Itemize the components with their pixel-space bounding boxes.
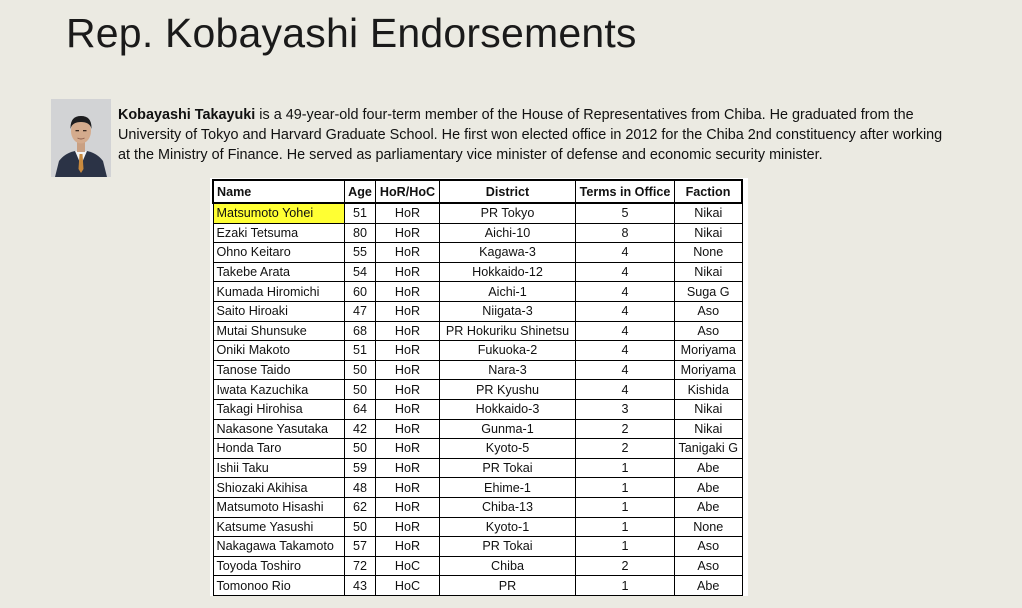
cell-house: HoR [376, 380, 440, 400]
cell-house: HoR [376, 478, 440, 498]
cell-faction: Aso [675, 321, 743, 341]
table-row [213, 439, 742, 459]
cell-name: Ishii Taku [213, 458, 345, 478]
cell-name: Shiozaki Akihisa [213, 478, 345, 498]
header-name: Name [213, 180, 345, 203]
cell-house: HoR [376, 223, 440, 243]
cell-age: 50 [345, 439, 376, 459]
cell-age: 59 [345, 458, 376, 478]
cell-house: HoR [376, 497, 440, 517]
bio-text: is a 49-year-old four-term member of the House of Representatives from Chiba. He graduated from the University of Tokyo and Harvard Graduate School. He first won elected office in 2012 for the Chiba 2nd constituency after working at the Ministry of Finance. He served as parliamentary vice minister of defense and economic security minister. [118, 107, 943, 163]
cell-terms: 2 [576, 556, 675, 576]
cell-district: Ehime-1 [440, 478, 576, 498]
cell-terms: 5 [576, 203, 675, 223]
cell-district: PR Hokuriku Shinetsu [440, 321, 576, 341]
cell-age: 47 [345, 301, 376, 321]
table-row [213, 203, 742, 223]
cell-age: 55 [345, 243, 376, 263]
cell-name: Katsume Yasushi [213, 517, 345, 537]
cell-house: HoR [376, 517, 440, 537]
cell-faction: Nikai [675, 223, 743, 243]
table-row [213, 478, 742, 498]
header-house: HoR/HoC [376, 180, 440, 203]
header-district: District [440, 180, 576, 203]
cell-terms: 4 [576, 301, 675, 321]
table-row [213, 380, 742, 400]
cell-house: HoC [376, 576, 440, 596]
cell-faction: Tanigaki G [675, 439, 743, 459]
cell-age: 50 [345, 360, 376, 380]
table-row [213, 517, 742, 537]
cell-name: Ohno Keitaro [213, 243, 345, 263]
cell-terms: 1 [576, 576, 675, 596]
cell-age: 51 [345, 203, 376, 223]
cell-faction: Moriyama [675, 360, 743, 380]
cell-house: HoR [376, 360, 440, 380]
cell-faction: Aso [675, 556, 743, 576]
cell-terms: 8 [576, 223, 675, 243]
cell-terms: 1 [576, 517, 675, 537]
cell-terms: 3 [576, 399, 675, 419]
table-row [213, 223, 742, 243]
table-row [213, 576, 742, 596]
cell-house: HoR [376, 439, 440, 459]
table-row [213, 262, 742, 282]
cell-terms: 1 [576, 497, 675, 517]
header-faction: Faction [675, 180, 743, 203]
cell-faction: Abe [675, 497, 743, 517]
cell-age: 50 [345, 380, 376, 400]
cell-terms: 4 [576, 262, 675, 282]
table-row [213, 301, 742, 321]
cell-age: 62 [345, 497, 376, 517]
cell-district: Kyoto-1 [440, 517, 576, 537]
cell-age: 60 [345, 282, 376, 302]
cell-house: HoR [376, 282, 440, 302]
cell-age: 80 [345, 223, 376, 243]
cell-district: Nara-3 [440, 360, 576, 380]
table-row [213, 341, 742, 361]
cell-faction: None [675, 243, 743, 263]
cell-name: Tanose Taido [213, 360, 345, 380]
table-row [213, 360, 742, 380]
header-terms: Terms in Office [576, 180, 675, 203]
cell-district: Aichi-10 [440, 223, 576, 243]
table-row [213, 497, 742, 517]
cell-faction: Abe [675, 576, 743, 596]
table-row [213, 537, 742, 557]
cell-name: Nakagawa Takamoto [213, 537, 345, 557]
table-row [213, 243, 742, 263]
cell-name: Iwata Kazuchika [213, 380, 345, 400]
cell-district: PR Tokai [440, 537, 576, 557]
cell-name: Ezaki Tetsuma [213, 223, 345, 243]
cell-district: Fukuoka-2 [440, 341, 576, 361]
page-title: Rep. Kobayashi Endorsements [66, 10, 637, 56]
cell-faction: None [675, 517, 743, 537]
cell-name: Mutai Shunsuke [213, 321, 345, 341]
table-row [213, 419, 742, 439]
cell-faction: Abe [675, 478, 743, 498]
cell-name: Matsumoto Yohei [213, 203, 345, 223]
cell-district: PR [440, 576, 576, 596]
cell-faction: Nikai [675, 262, 743, 282]
cell-house: HoR [376, 203, 440, 223]
cell-terms: 4 [576, 380, 675, 400]
cell-district: Hokkaido-3 [440, 399, 576, 419]
cell-district: Aichi-1 [440, 282, 576, 302]
cell-district: Kyoto-5 [440, 439, 576, 459]
cell-faction: Aso [675, 301, 743, 321]
cell-age: 50 [345, 517, 376, 537]
cell-district: Niigata-3 [440, 301, 576, 321]
cell-name: Saito Hiroaki [213, 301, 345, 321]
table-row [213, 556, 742, 576]
header-age: Age [345, 180, 376, 203]
cell-age: 54 [345, 262, 376, 282]
cell-terms: 4 [576, 282, 675, 302]
cell-house: HoR [376, 537, 440, 557]
cell-name: Tomonoo Rio [213, 576, 345, 596]
cell-name: Toyoda Toshiro [213, 556, 345, 576]
cell-age: 43 [345, 576, 376, 596]
cell-terms: 1 [576, 458, 675, 478]
cell-age: 72 [345, 556, 376, 576]
cell-age: 42 [345, 419, 376, 439]
cell-district: PR Tokai [440, 458, 576, 478]
table-body [213, 203, 742, 595]
cell-name: Takagi Hirohisa [213, 399, 345, 419]
cell-district: Hokkaido-12 [440, 262, 576, 282]
cell-terms: 2 [576, 439, 675, 459]
cell-house: HoR [376, 419, 440, 439]
cell-name: Nakasone Yasutaka [213, 419, 345, 439]
cell-age: 64 [345, 399, 376, 419]
table-row [213, 458, 742, 478]
cell-house: HoR [376, 243, 440, 263]
cell-age: 68 [345, 321, 376, 341]
cell-name: Honda Taro [213, 439, 345, 459]
table-row [213, 399, 742, 419]
cell-faction: Abe [675, 458, 743, 478]
bio-paragraph [118, 105, 958, 165]
cell-terms: 4 [576, 341, 675, 361]
cell-faction: Kishida [675, 380, 743, 400]
cell-name: Oniki Makoto [213, 341, 345, 361]
cell-house: HoC [376, 556, 440, 576]
cell-district: Chiba [440, 556, 576, 576]
cell-house: HoR [376, 321, 440, 341]
cell-house: HoR [376, 458, 440, 478]
cell-district: PR Kyushu [440, 380, 576, 400]
cell-terms: 1 [576, 537, 675, 557]
cell-name: Kumada Hiromichi [213, 282, 345, 302]
cell-name: Takebe Arata [213, 262, 345, 282]
cell-age: 51 [345, 341, 376, 361]
cell-faction: Aso [675, 537, 743, 557]
cell-house: HoR [376, 341, 440, 361]
cell-faction: Nikai [675, 419, 743, 439]
cell-age: 57 [345, 537, 376, 557]
cell-terms: 4 [576, 243, 675, 263]
cell-name: Matsumoto Hisashi [213, 497, 345, 517]
cell-faction: Suga G [675, 282, 743, 302]
cell-faction: Nikai [675, 203, 743, 223]
cell-house: HoR [376, 399, 440, 419]
cell-district: Gunma-1 [440, 419, 576, 439]
endorsements-table [212, 179, 743, 596]
cell-terms: 4 [576, 321, 675, 341]
table-row [213, 321, 742, 341]
table-header-row [213, 180, 742, 203]
bio-name: Kobayashi Takayuki [118, 107, 256, 123]
cell-terms: 1 [576, 478, 675, 498]
cell-district: Kagawa-3 [440, 243, 576, 263]
cell-terms: 2 [576, 419, 675, 439]
cell-district: Chiba-13 [440, 497, 576, 517]
cell-house: HoR [376, 301, 440, 321]
cell-faction: Moriyama [675, 341, 743, 361]
endorsements-table-container [210, 178, 748, 596]
portrait-photo [51, 99, 111, 177]
cell-faction: Nikai [675, 399, 743, 419]
cell-terms: 4 [576, 360, 675, 380]
cell-district: PR Tokyo [440, 203, 576, 223]
cell-house: HoR [376, 262, 440, 282]
table-row [213, 282, 742, 302]
cell-age: 48 [345, 478, 376, 498]
